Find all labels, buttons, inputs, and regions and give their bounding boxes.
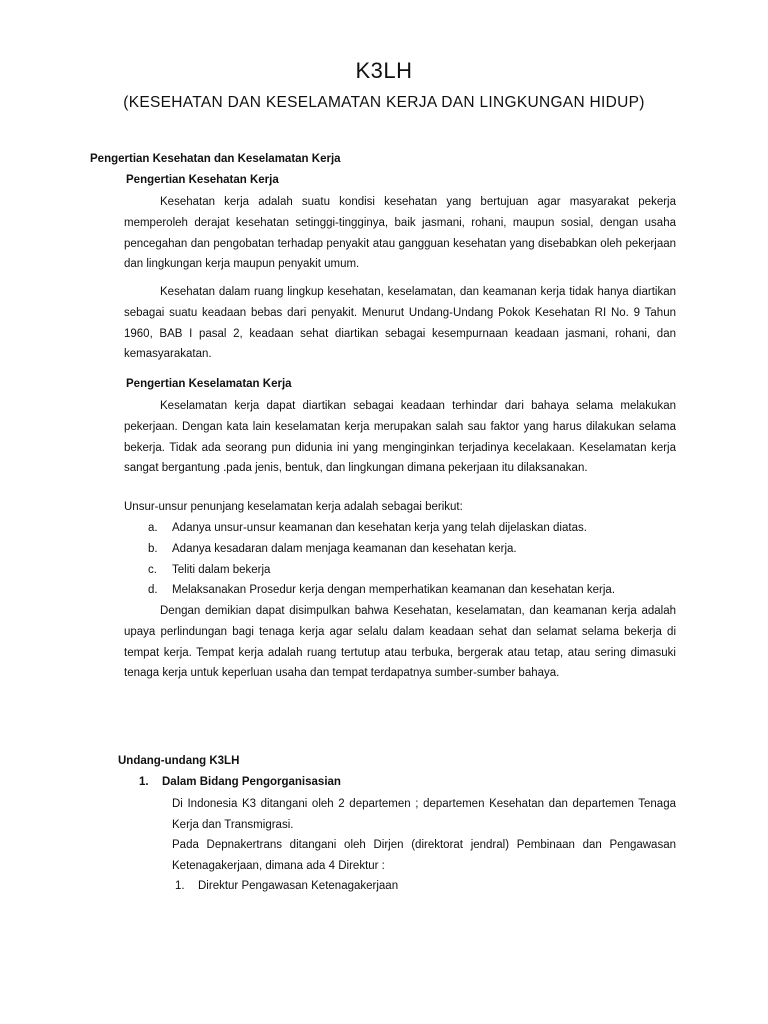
section-heading-undang-undang: Undang-undang K3LH xyxy=(118,755,240,767)
paragraph-kesehatan-kerja: Kesehatan kerja adalah suatu kondisi kesehatan yang bertujuan agar masyarakat pekerja memperoleh derajat kesehatan setinggi-tingginya, baik jasmani, rohani, maupun sosial, dengan usaha pencegahan dan pengobatan terhadap penyakit atau gangguan kesehatan yang disebabkan oleh pekerjaan dan lingkungan kerja maupun penyakit umum. xyxy=(124,196,676,271)
subheading-keselamatan-kerja: Pengertian Keselamatan Kerja xyxy=(126,378,292,390)
list-item: Adanya kesadaran dalam menjaga keamanan dan kesehatan kerja. xyxy=(172,543,517,555)
sub-list-item: Direktur Pengawasan Ketenagakerjaan xyxy=(198,880,399,892)
paragraph-keselamatan-kerja: Keselamatan kerja dapat diartikan sebagai keadaan terhindar dari bahaya selama melakukan pekerjaan. Dengan kata lain keselamatan kerja merupakan salah sau faktor yang harus dilakukan selama bekerja. Tidak ada seorang pun didunia ini yang menginginkan terjadinya kecelakaan. Keselamatan kerja sangat bergantung .pada jenis, bentuk, dan lingkungan dimana pekerjaan itu dilaksanakan. xyxy=(124,400,676,475)
list-marker: a. xyxy=(148,522,158,534)
list-item: Melaksanakan Prosedur kerja dengan memperhatikan keamanan dan kesehatan kerja. xyxy=(172,584,616,596)
section-heading-pengertian: Pengertian Kesehatan dan Keselamatan Kerja xyxy=(90,153,341,165)
paragraph-departemen: Di Indonesia K3 ditangani oleh 2 departemen ; departemen Kesehatan dan departemen Tenaga Kerja dan Transmigrasi. xyxy=(172,798,676,831)
paragraph-ruang-lingkup: Kesehatan dalam ruang lingkup kesehatan, keselamatan, dan keamanan kerja tidak hanya diartikan sebagai suatu keadaan bebas dari penyakit. Menurut Undang-Undang Pokok Kesehatan RI No. 9 Tahun 1960, BAB I pasal 2, keadaan sehat diartikan sebagai kesempurnaan keadaan jasmani, rohani, dan kemasyarakatan. xyxy=(124,286,676,361)
numbered-heading-pengorganisasian: Dalam Bidang Pengorganisasian xyxy=(162,776,341,788)
doc-subtitle: (KESEHATAN DAN KESELAMATAN KERJA DAN LINGKUNGAN HIDUP) xyxy=(123,94,645,111)
sub-list-marker: 1. xyxy=(175,880,185,892)
paragraph-kesimpulan: Dengan demikian dapat disimpulkan bahwa Kesehatan, keselamatan, dan keamanan kerja adalah upaya perlindungan bagi tenaga kerja agar selalu dalam keadaan sehat dan selamat selama bekerja di tempat kerja. Tempat kerja adalah ruang tertutup atau terbuka, bergerak atau tetap, atau sering dimasuki tenaga kerja untuk keperluan usaha dan tempat terdapatnya sumber-sumber bahaya. xyxy=(124,605,676,680)
list-item: Adanya unsur-unsur keamanan dan kesehatan kerja yang telah dijelaskan diatas. xyxy=(172,522,587,534)
doc-title: K3LH xyxy=(355,58,413,83)
paragraph-depnakertrans: Pada Depnakertrans ditangani oleh Dirjen (direktorat jendral) Pembinaan dan Pengawasan Ketenagakerjaan, dimana ada 4 Direktur : xyxy=(172,839,676,872)
list-marker: c. xyxy=(148,564,157,576)
list-marker: b. xyxy=(148,543,158,555)
list-marker: d. xyxy=(148,584,158,596)
subheading-kesehatan-kerja: Pengertian Kesehatan Kerja xyxy=(126,174,279,186)
list-intro: Unsur-unsur penunjang keselamatan kerja adalah sebagai berikut: xyxy=(124,501,463,513)
numbered-marker: 1. xyxy=(139,776,149,788)
list-item: Teliti dalam bekerja xyxy=(172,564,271,576)
